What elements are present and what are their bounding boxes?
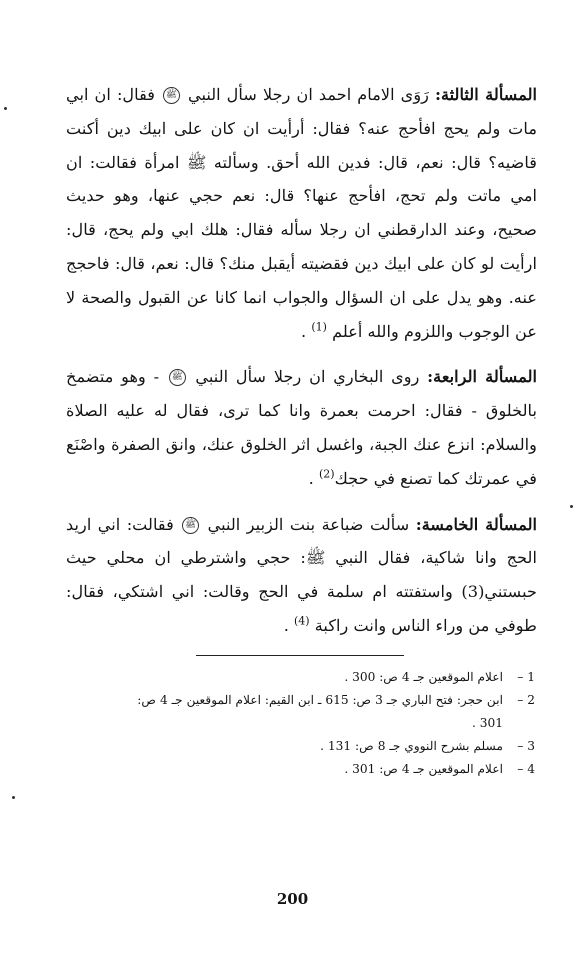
footnote-ref[interactable]: (4) <box>294 614 310 628</box>
main-text <box>66 78 537 643</box>
section-heading: المسألة الثالثة: <box>435 85 538 104</box>
text-run: . <box>301 321 312 341</box>
text-run: سألت ضباعة بنت الزبير النبي <box>201 514 416 534</box>
section-heading: المسألة الخامسة: <box>415 514 538 534</box>
text-run: روى البخاري ان رجلا سأل النبي <box>187 367 428 387</box>
text-run: . <box>308 468 319 488</box>
text-run: فقال: ان ابي مات ولم يحج افأحج عنه؟ فقال: أرأيت ان كان على ابيك دين أكنت قاضيه؟ قال: نعم، قال: فدين الله أحق. وسألته ﷺ امرأة فقالت: ان امي ماتت ولم تحج، افأحج عنها؟ قال: نعم حجي عنها، وهو حديث صحيح، وعند الدارقطني ان رجلا سأله فقال: هلك ابي ولم يحج، قال: ارأيت لو كان على ابيك دين فقضيته أيقبل منك؟ قال: نعم، قال: فاحجج عنه. وهو يدل على ان السؤال والجواب انما كانا عن القبول والصحة لا عن الوجوب واللزوم والله أعلم <box>66 85 537 341</box>
footnote-divider <box>196 655 404 656</box>
footnote-number: 2 – <box>517 692 535 707</box>
pbuh-icon: ﷺ <box>182 517 199 534</box>
footnote-item <box>116 735 535 758</box>
footnote-number: 1 – <box>517 669 535 684</box>
footnote-number: 3 – <box>517 738 535 753</box>
footnote-item <box>116 689 535 735</box>
pbuh-icon: ﷺ <box>169 369 186 386</box>
section-fourth-issue <box>66 360 537 495</box>
section-heading: المسألة الرابعة: <box>427 367 537 387</box>
paragraph <box>66 78 537 348</box>
footnote-text: ابن حجر: فتح الباري جـ 3 ص: 615 ـ ابن القيم: اعلام الموقعين جـ 4 ص: 301 . <box>137 692 503 730</box>
pbuh-icon: ﷺ <box>163 87 180 104</box>
page-number: 200 <box>276 890 309 908</box>
text-run: - وهو متضمخ بالخلوق - فقال: احرمت بعمرة وانا كما ترى، فقال له عليه الصلاة والسلام: انزع عنك الجبة، واغسل اثر الخلوق عنك، وانق الصفرة واصْنَع في عمرتك كما تصنع في حجك <box>66 367 537 488</box>
scan-speck <box>12 796 15 799</box>
text-run: . <box>283 615 294 635</box>
footnote-number: 4 – <box>517 761 535 776</box>
scan-speck <box>570 505 573 508</box>
footnotes <box>116 666 537 781</box>
footnote-ref[interactable]: (1) <box>311 320 327 334</box>
scan-speck <box>4 107 7 110</box>
footnote-text: اعلام الموقعين جـ 4 ص: 300 . <box>344 669 503 684</box>
footnote-ref[interactable]: (2) <box>318 467 335 481</box>
footnote-item <box>116 666 535 689</box>
footnote-text: اعلام الموقعين جـ 4 ص: 301 . <box>344 761 503 776</box>
footnote-item <box>116 758 535 781</box>
paragraph <box>66 360 537 495</box>
section-fifth-issue <box>66 508 537 643</box>
text-run: رَوَى الامام احمد ان رجلا سأل النبي <box>181 85 435 104</box>
paragraph <box>66 508 537 643</box>
footnote-text: مسلم بشرح النووي جـ 8 ص: 131 . <box>320 738 503 753</box>
text-run: فقالت: اني اريد الحج وانا شاكية، فقال النبي ﷺ: حجي واشترطي ان محلي حيث حبستني(3) واستفتته ام سلمة في الحج وقالت: اني اشتكي، فقال: طوفي من وراء الناس وانت راكبة <box>66 514 537 635</box>
section-third-issue <box>66 78 537 348</box>
